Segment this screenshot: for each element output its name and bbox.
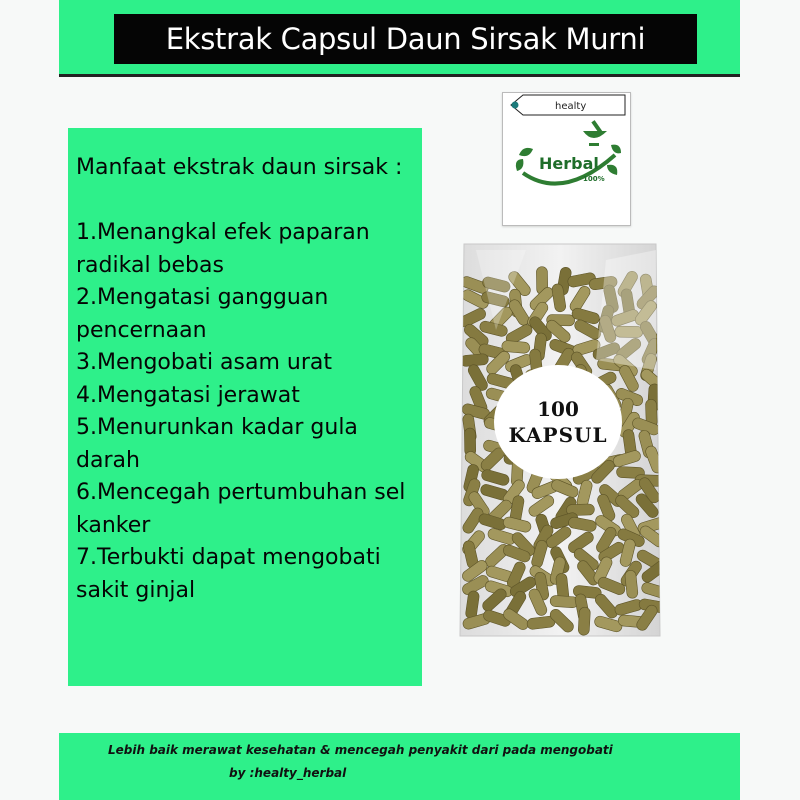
logo-percent-text: 100% bbox=[583, 175, 605, 183]
benefits-list bbox=[76, 152, 416, 607]
benefit-item: 7.Terbukti dapat mengobati sakit ginjal bbox=[76, 545, 381, 603]
badge-count: 100 bbox=[537, 397, 579, 421]
benefit-item: 4.Mengatasi jerawat bbox=[76, 382, 300, 408]
benefit-item: 2.Mengatasi gangguan pencernaan bbox=[76, 285, 329, 343]
benefit-item: 1.Menangkal efek paparan radikal bebas bbox=[76, 220, 370, 278]
page-title: Ekstrak Capsul Daun Sirsak Murni bbox=[165, 22, 646, 56]
capsule-pouch-image bbox=[456, 240, 664, 640]
badge-circle bbox=[494, 365, 622, 479]
title-banner bbox=[114, 14, 697, 64]
capsule-shape bbox=[578, 607, 590, 636]
brand-logo-card bbox=[502, 92, 631, 226]
header-divider bbox=[59, 74, 740, 77]
badge-unit: KAPSUL bbox=[508, 423, 608, 447]
footer-credit: by :healty_herbal bbox=[229, 766, 347, 780]
footer-slogan: Lebih baik merawat kesehatan & mencegah penyakit dari pada mengobati bbox=[108, 743, 613, 757]
leaf-icon bbox=[607, 165, 617, 175]
capsule-shape bbox=[550, 595, 579, 608]
leaf-icon bbox=[516, 159, 524, 171]
benefits-heading: Manfaat ekstrak daun sirsak : bbox=[76, 155, 403, 180]
benefits-spacer bbox=[76, 185, 416, 218]
benefit-item: 6.Mencegah pertumbuhan sel kanker bbox=[76, 480, 406, 538]
leaf-icon bbox=[519, 148, 533, 156]
leaf-icon bbox=[611, 145, 621, 154]
logo-tag-text: healty bbox=[555, 101, 587, 112]
capsule-pouch-icon bbox=[456, 240, 664, 640]
herbal-logo-icon bbox=[503, 93, 630, 225]
tag-hole-icon bbox=[512, 102, 519, 109]
mortar-icon bbox=[583, 131, 607, 138]
benefit-item: 5.Menurunkan kadar gula darah bbox=[76, 415, 358, 473]
logo-brand-text: Herbal bbox=[539, 154, 599, 173]
benefit-item: 3.Mengobati asam urat bbox=[76, 350, 332, 375]
